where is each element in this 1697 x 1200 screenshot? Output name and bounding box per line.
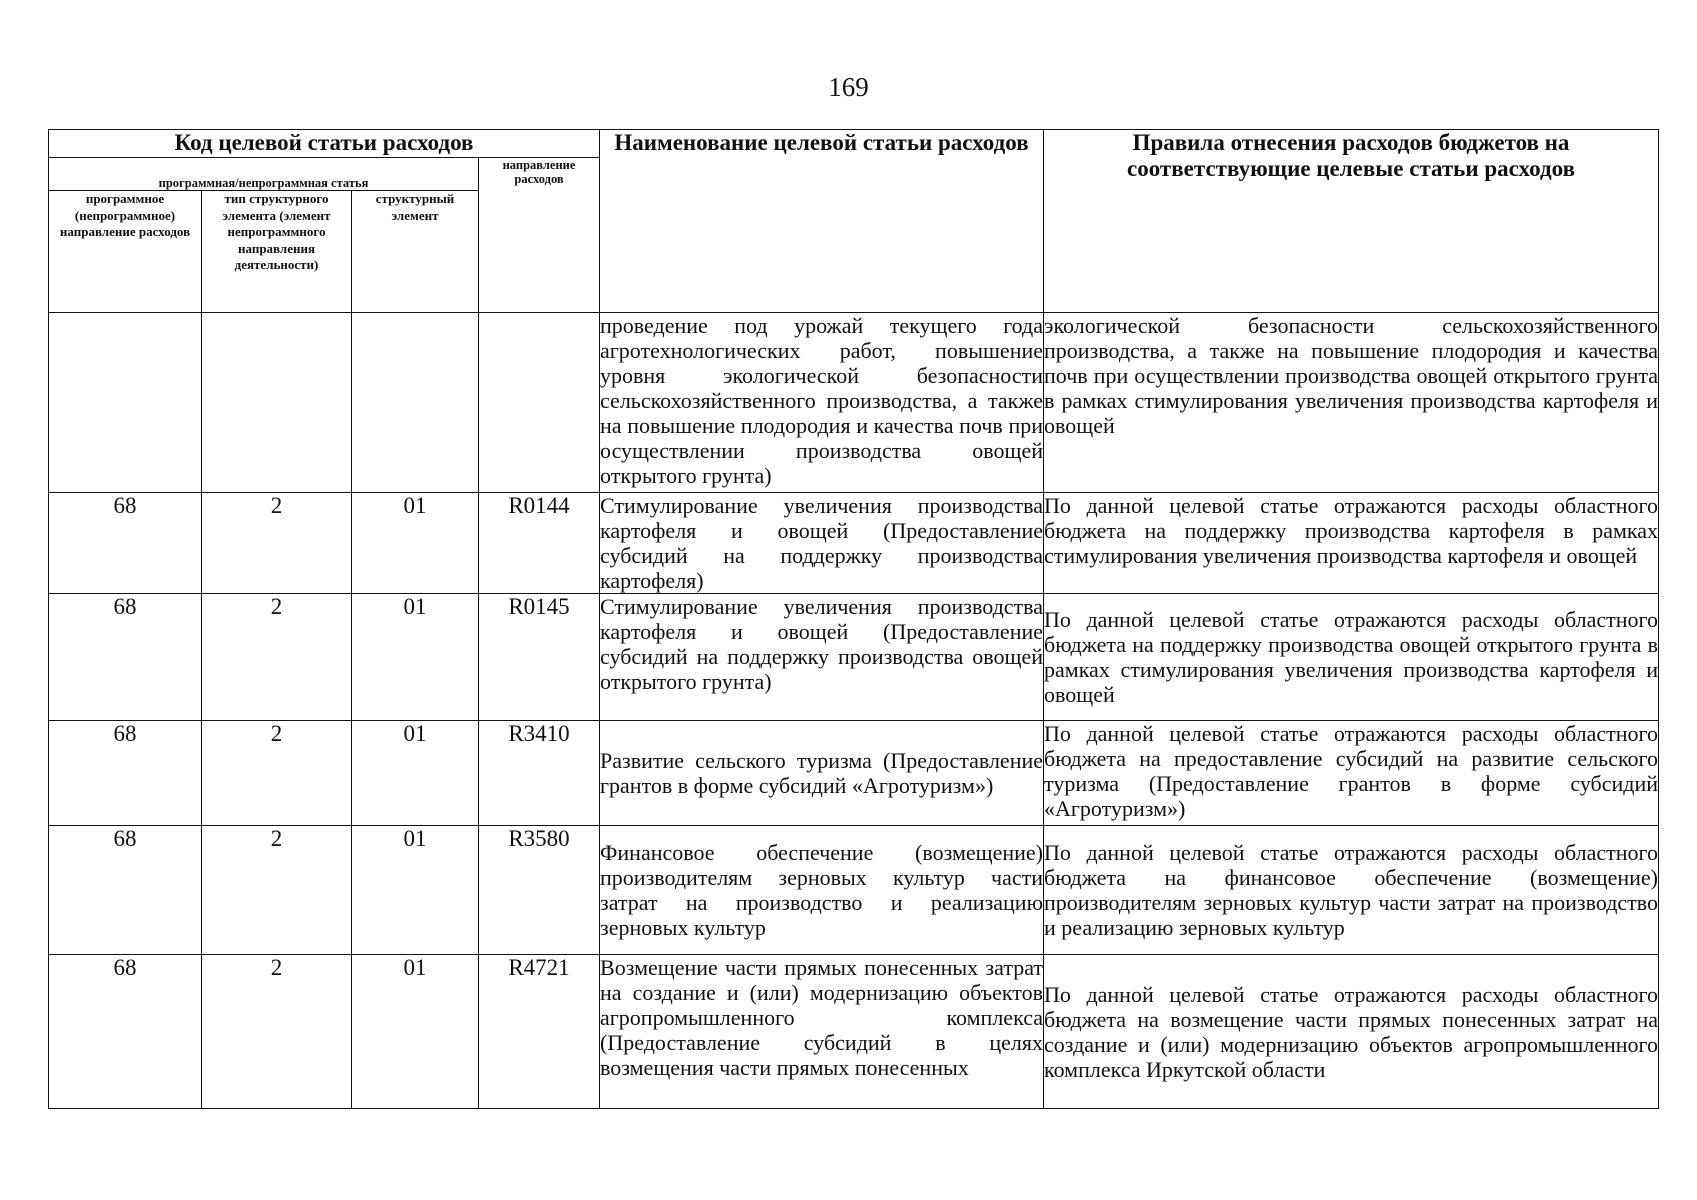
table-row [49,826,1659,955]
direction-code: R3410 [479,721,600,826]
program-code: 68 [49,955,202,1109]
program-code: 68 [49,721,202,826]
direction-code: R3580 [479,826,600,955]
element-type-code: 2 [202,721,352,826]
structural-element-code: 01 [352,493,479,594]
structural-element-code: 01 [352,955,479,1109]
article-rule: По данной целевой статье отражаются расходы областного бюджета на поддержку производства картофеля в рамках стимулирования увеличения производства картофеля и овощей [1044,493,1659,594]
budget-classification-table [48,129,1659,1109]
article-rule: По данной целевой статье отражаются расходы областного бюджета на предоставление субсидий на развитие сельского туризма (Предоставление грантов в форме субсидий «Агротуризм») [1044,721,1659,826]
direction-code: R0144 [479,493,600,594]
cell-empty [49,313,202,493]
article-rule: По данной целевой статье отражаются расходы областного бюджета на финансовое обеспечение (возмещение) производителям зерновых культур части затрат на производство и реализацию зерновых культур [1044,826,1659,955]
header-program-direction: программное (непрограммное) направление расходов [49,191,202,313]
element-type-code: 2 [202,955,352,1109]
program-code: 68 [49,594,202,721]
header-element-type: тип структурного элемента (элемент непрограммного направления деятельности) [202,191,352,313]
cell-empty [479,313,600,493]
cell-empty [202,313,352,493]
table-row [49,955,1659,1109]
article-rule: По данной целевой статье отражаются расходы областного бюджета на поддержку производства овощей открытого грунта в рамках стимулирования увеличения производства картофеля и овощей [1044,594,1659,721]
page-number: 169 [828,72,869,102]
element-type-code: 2 [202,826,352,955]
cell-empty [352,313,479,493]
article-name: Стимулирование увеличения производства картофеля и овощей (Предоставление субсидий на поддержку производства картофеля) [600,493,1044,593]
structural-element-code: 01 [352,721,479,826]
table-row [49,594,1659,721]
header-direction: направление расходов [479,158,600,313]
article-name: Возмещение части прямых понесенных затрат на создание и (или) модернизацию объектов агропромышленного комплекса (Предоставление субсидий в целях возмещения части прямых понесенных [600,955,1044,1109]
article-name: Развитие сельского туризма (Предоставление грантов в форме субсидий «Агротуризм») [600,721,1044,826]
header-code-group: Код целевой статьи расходов [49,130,600,158]
program-code: 68 [49,826,202,955]
direction-code: R0145 [479,594,600,721]
table-row [49,721,1659,826]
element-type-code: 2 [202,493,352,594]
structural-element-code: 01 [352,594,479,721]
header-structural-element: структурный элемент [352,191,479,313]
continuation-rule: экологической безопасности сельскохозяйственного производства, а также на повышение плодородия и качества почв при осуществлении производства овощей открытого грунта в рамках стимулирования увеличения производства картофеля и овощей [1044,313,1659,493]
table-row [49,493,1659,594]
article-rule: По данной целевой статье отражаются расходы областного бюджета на возмещение части прямых понесенных затрат на создание и (или) модернизацию объектов агропромышленного комплекса Иркутской области [1044,955,1659,1109]
continuation-name: проведение под урожай текущего года агротехнологических работ, повышение уровня экологической безопасности сельскохозяйственного производства, а также на повышение плодородия и качества почв при осуществлении производства овощей открытого грунта) [600,313,1044,493]
continuation-row [49,313,1659,493]
article-name: Стимулирование увеличения производства картофеля и овощей (Предоставление субсидий на поддержку производства овощей открытого грунта) [600,594,1044,721]
header-name: Наименование целевой статьи расходов [600,130,1044,313]
element-type-code: 2 [202,594,352,721]
article-name: Финансовое обеспечение (возмещение) производителям зерновых культур части затрат на производство и реализацию зерновых культур [600,826,1044,955]
program-code: 68 [49,493,202,594]
direction-code: R4721 [479,955,600,1109]
header-row-1 [49,130,1659,158]
header-program-group: программная/непрограммная статья [49,158,479,191]
header-rules: Правила отнесения расходов бюджетов на соответствующие целевые статьи расходов [1044,130,1659,313]
structural-element-code: 01 [352,826,479,955]
